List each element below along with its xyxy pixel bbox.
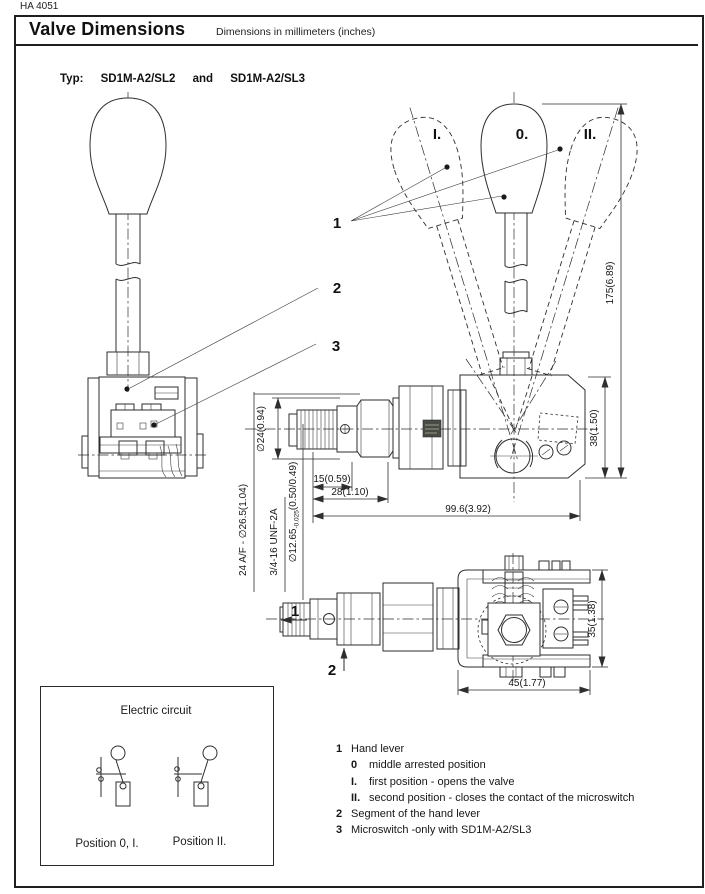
callout-3: 3 bbox=[331, 338, 341, 355]
position-label-0: 0. bbox=[515, 126, 529, 143]
pilot-dia-tolerance: -0.025 bbox=[293, 510, 301, 529]
label-hex-spec: 24 A/F - ∅26.5(1.04) bbox=[238, 483, 249, 577]
legend-num: 1 bbox=[336, 743, 343, 755]
top-view-drawing bbox=[266, 553, 608, 695]
dim-bracket-width: 45(1.77) bbox=[508, 678, 546, 689]
legend-item-segment bbox=[336, 806, 696, 822]
legend-item-hand-lever bbox=[336, 741, 696, 757]
cartridge-nameplate bbox=[423, 420, 441, 437]
dim-overall-length: 99.6(3.92) bbox=[445, 504, 491, 515]
legend-text: second position - closes the contact of the microswitch bbox=[369, 791, 635, 804]
callout-1: 1 bbox=[332, 215, 342, 232]
side-view-drawing bbox=[245, 359, 598, 478]
type-1: SD1M-A2/SL2 bbox=[100, 73, 176, 85]
front-view-drawing bbox=[78, 92, 208, 478]
lever-positions-drawing bbox=[130, 92, 646, 502]
type-label: Typ: bbox=[60, 73, 84, 85]
legend-item-position-II bbox=[351, 790, 696, 806]
page-subtitle: Dimensions in millimeters (inches) bbox=[216, 26, 376, 38]
legend-num: 3 bbox=[336, 824, 343, 837]
pilot-dia-value: ∅12.65 bbox=[288, 528, 299, 563]
label-pilot-diameter bbox=[288, 462, 301, 563]
pilot-dia-inches: (0.50/0.49) bbox=[288, 461, 299, 511]
view-arrow-2: 2 bbox=[327, 662, 337, 679]
legend-text: Segment of the hand lever bbox=[351, 808, 481, 821]
legend-num: 2 bbox=[336, 808, 343, 821]
dim-cartridge-length: 28(1.10) bbox=[331, 487, 369, 498]
legend-item-microswitch bbox=[336, 822, 696, 838]
doc-number: HA 4051 bbox=[20, 1, 59, 12]
legend-text: Hand lever bbox=[351, 743, 405, 755]
position-label-II: II. bbox=[583, 126, 597, 143]
legend-text: first position - opens the valve bbox=[369, 775, 515, 788]
callout-2: 2 bbox=[332, 280, 342, 297]
electric-circuit-title: Electric circuit bbox=[120, 705, 192, 717]
legend-text: Microswitch -only with SD1M-A2/SL3 bbox=[351, 824, 532, 837]
page-title: Valve Dimensions bbox=[29, 19, 186, 39]
position-label-I: I. bbox=[432, 126, 442, 143]
legend-num: I. bbox=[351, 775, 358, 788]
view-arrow-1: 1 bbox=[290, 603, 300, 620]
dim-seat-depth: 15(0.59) bbox=[313, 474, 351, 485]
dim-bracket-height: 35(1.38) bbox=[587, 600, 598, 638]
dim-cartridge-od: ∅24(0.94) bbox=[256, 406, 267, 452]
dimensions-side bbox=[238, 104, 627, 600]
legend-item-position-0 bbox=[351, 757, 696, 773]
legend-num: 0 bbox=[351, 759, 358, 772]
circuit-caption-position-II: Position II. bbox=[172, 836, 227, 848]
label-thread-spec: 3/4-16 UNF-2A bbox=[269, 508, 280, 576]
dim-block-height: 38(1.50) bbox=[589, 409, 600, 447]
legend-item-position-I bbox=[351, 774, 696, 790]
legend bbox=[336, 741, 696, 839]
legend-text: middle arrested position bbox=[369, 759, 486, 772]
type-2: SD1M-A2/SL3 bbox=[230, 73, 306, 85]
dim-overall-height: 175(6.89) bbox=[605, 261, 616, 305]
legend-num: II. bbox=[351, 791, 361, 804]
type-conjunction: and bbox=[192, 73, 214, 85]
circuit-caption-position-0-I: Position 0, I. bbox=[75, 838, 139, 850]
